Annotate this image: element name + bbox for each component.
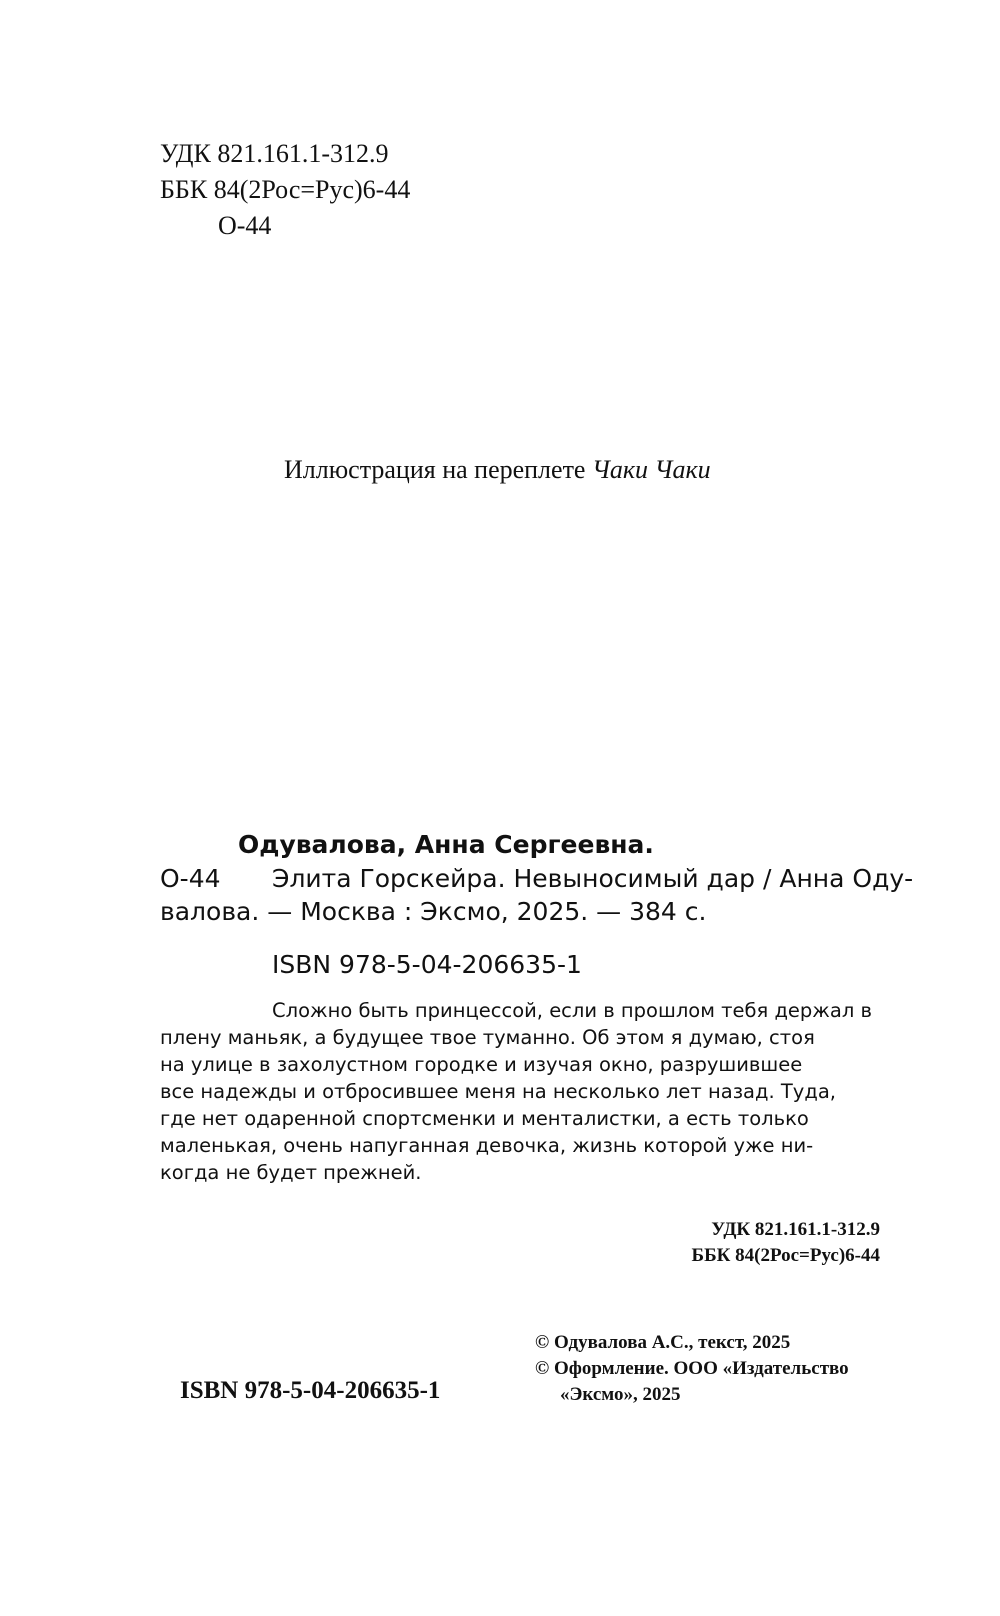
udk-code: УДК 821.161.1-312.9 — [160, 139, 389, 168]
illustration-credit — [284, 452, 711, 488]
isbn-bottom: ISBN 978-5-04-206635-1 — [180, 1377, 441, 1404]
record-title-line: Элита Горскейра. Невыносимый дар / Анна Оду- — [272, 864, 914, 893]
copyright-design-line: © Оформление. ООО «Издательство — [535, 1358, 849, 1379]
author-heading: Одувалова, Анна Сергеевна. — [238, 830, 654, 859]
bbk-code: ББК 84(2Рос=Рус)6-44 — [160, 175, 411, 204]
record-imprint-line: валова. — Москва : Эксмо, 2025. — 384 с. — [160, 897, 707, 926]
annotation-line: маленькая, очень напуганная девочка, жизнь которой уже ни- — [160, 1134, 814, 1157]
annotation-line: Сложно быть принцессой, если в прошлом тебя держал в — [272, 999, 872, 1022]
illustration-credit-prefix: Иллюстрация на переплете — [284, 455, 592, 484]
annotation-line: когда не будет прежней. — [160, 1161, 422, 1184]
annotation-line: где нет одаренной спортсменки и менталистки, а есть только — [160, 1107, 809, 1130]
copyright-text-line: © Одувалова А.С., текст, 2025 — [535, 1332, 791, 1353]
annotation-line: плену маньяк, а будущее твое туманно. Об этом я думаю, стоя — [160, 1026, 815, 1049]
record-isbn: ISBN 978-5-04-206635-1 — [272, 950, 582, 979]
copyright-design-line-cont: «Эксмо», 2025 — [560, 1384, 681, 1405]
annotation-line: на улице в захолустном городке и изучая окно, разрушившее — [160, 1053, 803, 1076]
author-mark: О-44 — [218, 211, 272, 240]
bbk-code-bottom: ББК 84(2Рос=Рус)6-44 — [691, 1245, 880, 1266]
record-author-mark: О-44 — [160, 864, 221, 893]
illustration-artist: Чаки Чаки — [591, 455, 711, 484]
udk-code-bottom: УДК 821.161.1-312.9 — [711, 1219, 880, 1240]
annotation-line: все надежды и отбросившее меня на несколько лет назад. Туда, — [160, 1080, 836, 1103]
